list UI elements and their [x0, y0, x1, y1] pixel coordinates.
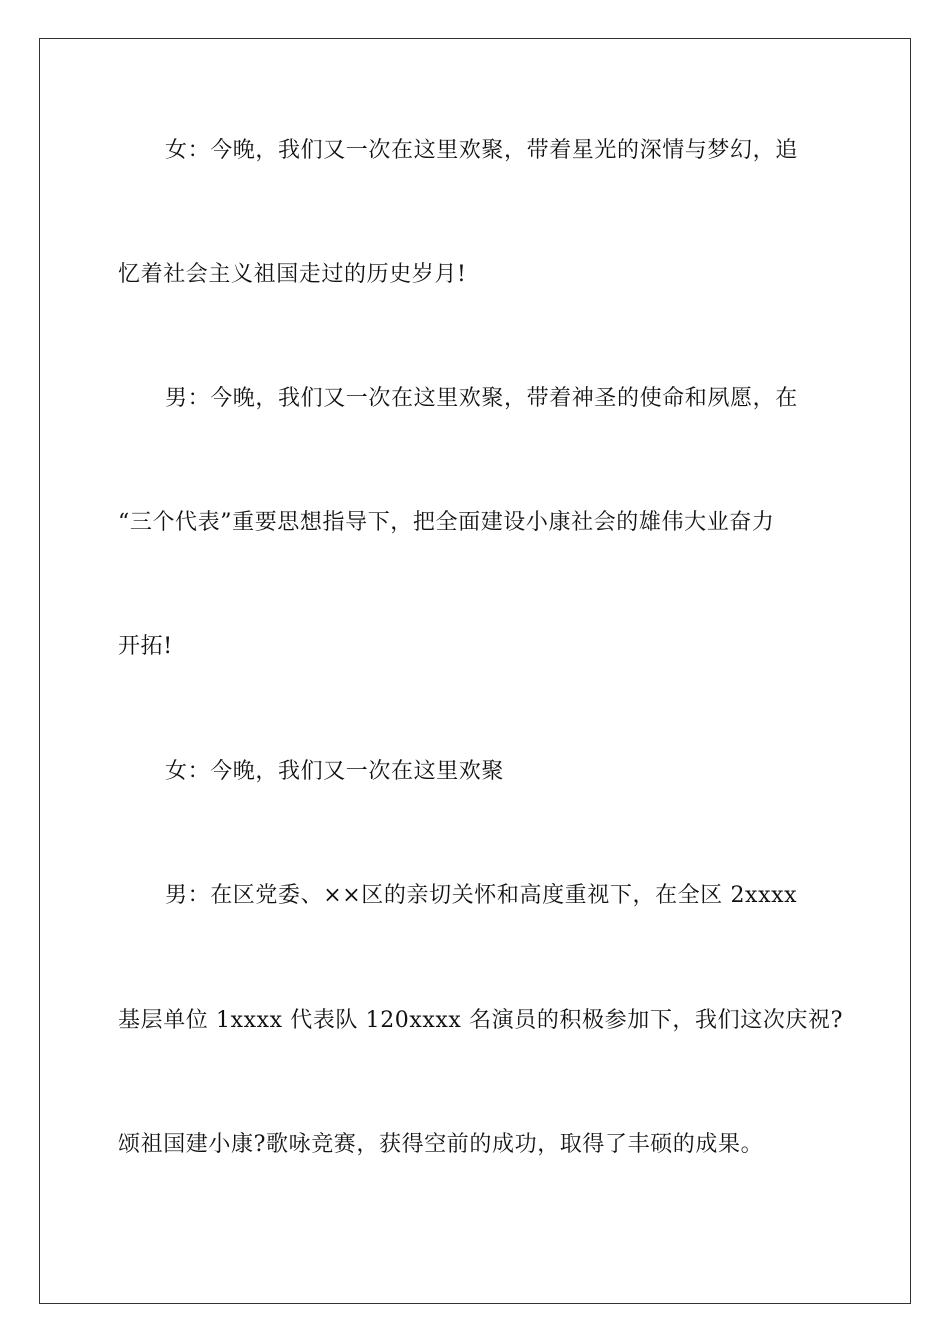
- paragraph-4-line-3: 颂祖国建小康?歌咏竞赛，获得空前的成功，取得了丰硕的成果。: [118, 1132, 764, 1157]
- paragraph-4-line-2: 基层单位 1xxxx 代表队 120xxxx 名演员的积极参加下，我们这次庆祝?: [118, 1008, 844, 1033]
- paragraph-2-line-2: “三个代表”重要思想指导下，把全面建设小康社会的雄伟大业奋力: [118, 510, 775, 535]
- paragraph-2-line-1: 男：今晚，我们又一次在这里欢聚，带着神圣的使命和夙愿，在: [165, 386, 798, 411]
- paragraph-1-line-1: 女：今晚，我们又一次在这里欢聚，带着星光的深情与梦幻，追: [165, 138, 798, 163]
- paragraph-3-line-1: 女：今晚，我们又一次在这里欢聚: [165, 759, 505, 784]
- page-border: [39, 38, 911, 1304]
- paragraph-4-line-1: 男：在区党委、××区的亲切关怀和高度重视下，在全区 2xxxx: [165, 883, 798, 908]
- paragraph-1-line-2: 忆着社会主义祖国走过的历史岁月!: [118, 262, 467, 287]
- paragraph-2-line-3: 开拓!: [118, 634, 173, 659]
